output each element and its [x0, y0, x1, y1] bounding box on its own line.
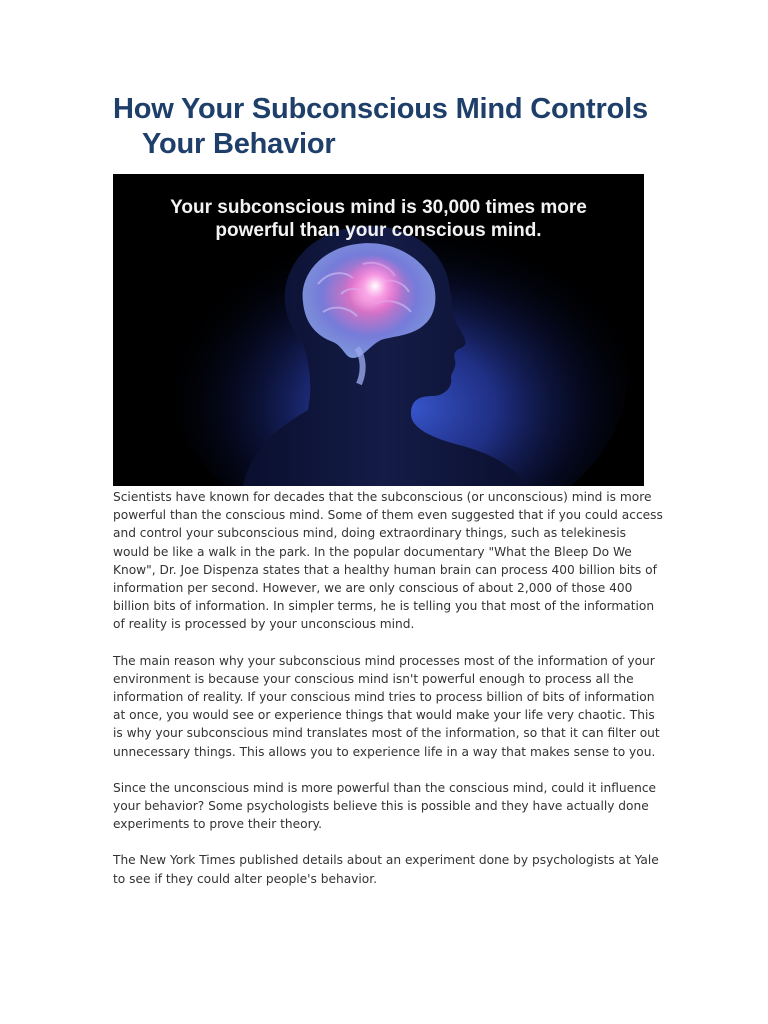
paragraph	[113, 488, 663, 634]
paragraph	[113, 851, 658, 887]
paragraph	[113, 652, 658, 761]
text-line: information of reality. If your conscious mind tries to process billion of bits of information	[113, 690, 655, 705]
article-body	[113, 488, 663, 906]
text-line: information per second. However, we are only conscious of about 2,000 of those 400	[113, 581, 633, 596]
article-title-line-2: Your Behavior	[142, 128, 336, 160]
text-line: experiments to prove their theory.	[113, 817, 322, 832]
text-line: unnecessary things. This allows you to experience life in a way that makes sense to you.	[113, 744, 656, 759]
image-caption	[113, 196, 644, 242]
text-line: Know", Dr. Joe Dispenza states that a healthy human brain can process 400 billion bits of	[113, 562, 657, 577]
text-line: The New York Times published details about an experiment done by psychologists at Yale	[113, 853, 659, 868]
text-line: would be like a walk in the park. In the popular documentary "What the Bleep Do We	[113, 544, 632, 559]
text-line: powerful than the conscious mind. Some of them even suggested that if you could access	[113, 508, 663, 523]
text-line: to see if they could alter people's behavior.	[113, 871, 377, 886]
article-title-line-1: How Your Subconscious Mind Controls	[113, 93, 648, 125]
image-caption-line-2: powerful than your conscious mind.	[215, 220, 542, 241]
text-line: at once, you would see or experience things that would make your life very chaotic. This	[113, 708, 655, 723]
text-line: environment is because your conscious mind isn't powerful enough to process all the	[113, 671, 634, 686]
text-line: is why your subconscious mind translates most of the information, so that it can filter out	[113, 726, 660, 741]
text-line: billion bits of information. In simpler terms, he is telling you that most of the information	[113, 599, 655, 614]
image-caption-line-1: Your subconscious mind is 30,000 times more	[170, 197, 587, 218]
paragraph	[113, 779, 658, 834]
text-line: Scientists have known for decades that the subconscious (or unconscious) mind is more	[113, 490, 652, 504]
article-title	[113, 92, 673, 162]
brain-illustration-image	[113, 174, 644, 486]
text-line: The main reason why your subconscious mind processes most of the information of your	[113, 653, 655, 668]
text-line: your behavior? Some psychologists believe this is possible and they have actually done	[113, 799, 649, 814]
text-line: and control your subconscious mind, doing extraordinary things, such as telekinesis	[113, 526, 626, 541]
text-line: Since the unconscious mind is more powerful than the conscious mind, could it influence	[113, 780, 657, 795]
text-line: of reality is processed by your unconscious mind.	[113, 617, 415, 632]
